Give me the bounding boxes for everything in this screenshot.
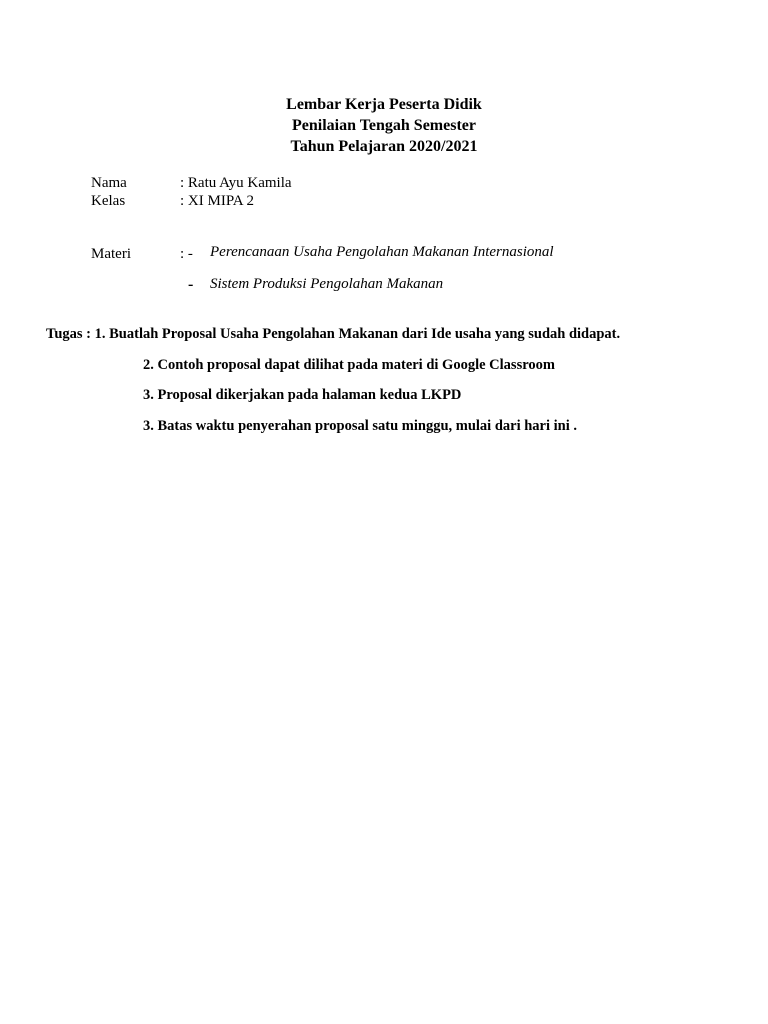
document-header — [0, 94, 768, 157]
materi-item-1: Perencanaan Usaha Pengolahan Makanan Internasional — [210, 244, 554, 260]
materi-bullet: - — [188, 276, 194, 293]
tugas-item-1: Tugas : 1. Buatlah Proposal Usaha Pengolahan Makanan dari Ide usaha yang sudah didapat. — [46, 326, 621, 342]
nama-label: Nama — [91, 175, 127, 191]
materi-colon: : - — [180, 246, 193, 262]
tugas-item-3: 3. Proposal dikerjakan pada halaman kedua LKPD — [143, 387, 462, 403]
materi-label: Materi — [91, 246, 131, 262]
header-title: Lembar Kerja Peserta Didik — [286, 96, 482, 113]
kelas-label: Kelas — [91, 193, 126, 209]
header-year: Tahun Pelajaran 2020/2021 — [290, 138, 478, 155]
tugas-item-2: 2. Contoh proposal dapat dilihat pada materi di Google Classroom — [143, 357, 555, 373]
nama-value: : Ratu Ayu Kamila — [180, 175, 292, 191]
kelas-value: : XI MIPA 2 — [180, 193, 255, 209]
header-subtitle: Penilaian Tengah Semester — [291, 117, 476, 134]
tugas-item-4: 3. Batas waktu penyerahan proposal satu minggu, mulai dari hari ini . — [143, 418, 578, 434]
materi-item-2: Sistem Produksi Pengolahan Makanan — [210, 276, 444, 292]
